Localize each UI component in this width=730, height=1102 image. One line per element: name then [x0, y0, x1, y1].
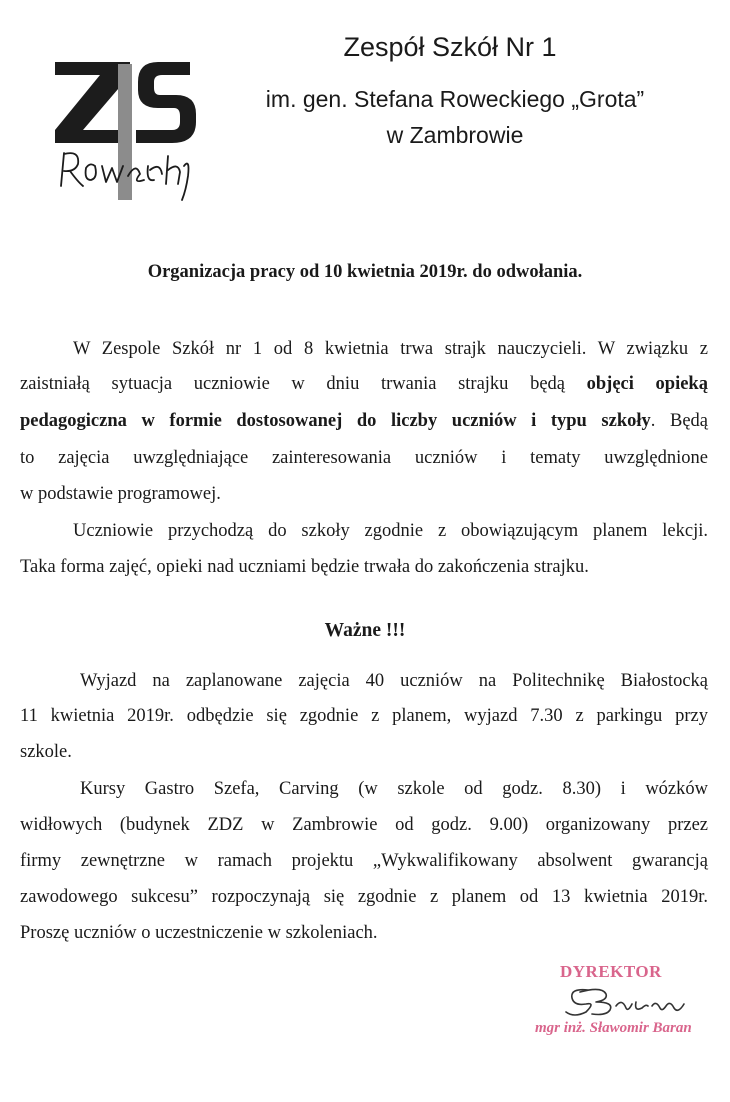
p4-line-5: Proszę uczniów o uczestniczenie w szkoleniach. [20, 923, 378, 943]
logo-graphic [50, 58, 210, 208]
stamp-name: mgr inż. Sławomir Baran [535, 1020, 692, 1036]
important-heading: Ważne !!! [324, 620, 406, 641]
p1-emphasis-1: objęci opieką [586, 374, 708, 394]
p1-line-1: W Zespole Szkół nr 1 od 8 kwietnia trwa strajk nauczycieli. W związku z [73, 339, 708, 359]
p2-line-1: Uczniowie przychodzą do szkoły zgodnie z obowiązującym planem lekcji. [73, 521, 708, 541]
school-patron: im. gen. Stefana Roweckiego „Grota” [265, 86, 645, 112]
p1-line-2-text: zaistniałą sytuacja uczniowie w dniu trwania strajku będą [20, 374, 587, 394]
p3-line-2: 11 kwietnia 2019r. odbędzie się zgodnie z planem, wyjazd 7.30 z parkingu przy [20, 706, 708, 726]
school-location: w Zambrowie [386, 122, 524, 148]
signature-graphic [562, 984, 702, 1020]
p1-line-3-text: . Będą [650, 411, 709, 431]
p1-line-2 [20, 373, 708, 395]
p1-line-5: w podstawie programowej. [20, 484, 221, 504]
p1-emphasis-2: pedagogiczna w formie dostosowanej do liczby uczniów i typu szkoły [20, 411, 651, 431]
school-logo [50, 58, 210, 208]
p3-line-3: szkole. [20, 742, 72, 762]
school-title: Zespół Szkół Nr 1 [343, 32, 557, 62]
stamp-role: DYREKTOR [560, 962, 662, 981]
p4-line-2: widłowych (budynek ZDZ w Zambrowie od godz. 9.00) organizowany przez [20, 815, 708, 835]
p4-line-3: firmy zewnętrzne w ramach projektu „Wykwalifikowany absolwent gwarancją [20, 851, 708, 871]
p4-line-1: Kursy Gastro Szefa, Carving (w szkole od godz. 8.30) i wózków [80, 779, 708, 799]
document-heading: Organizacja pracy od 10 kwietnia 2019r. do odwołania. [147, 262, 583, 282]
p1-line-3 [20, 410, 708, 432]
p3-line-1: Wyjazd na zaplanowane zajęcia 40 uczniów na Politechnikę Białostocką [80, 671, 708, 691]
p4-line-4: zawodowego sukcesu” rozpoczynają się zgodnie z planem od 13 kwietnia 2019r. [20, 887, 708, 907]
signature [562, 984, 702, 1020]
p2-line-2: Taka forma zajęć, opieki nad uczniami będzie trwała do zakończenia strajku. [20, 557, 589, 577]
p1-line-4: to zajęcia uwzględniające zainteresowania uczniów i tematy uwzględnione [20, 448, 708, 468]
